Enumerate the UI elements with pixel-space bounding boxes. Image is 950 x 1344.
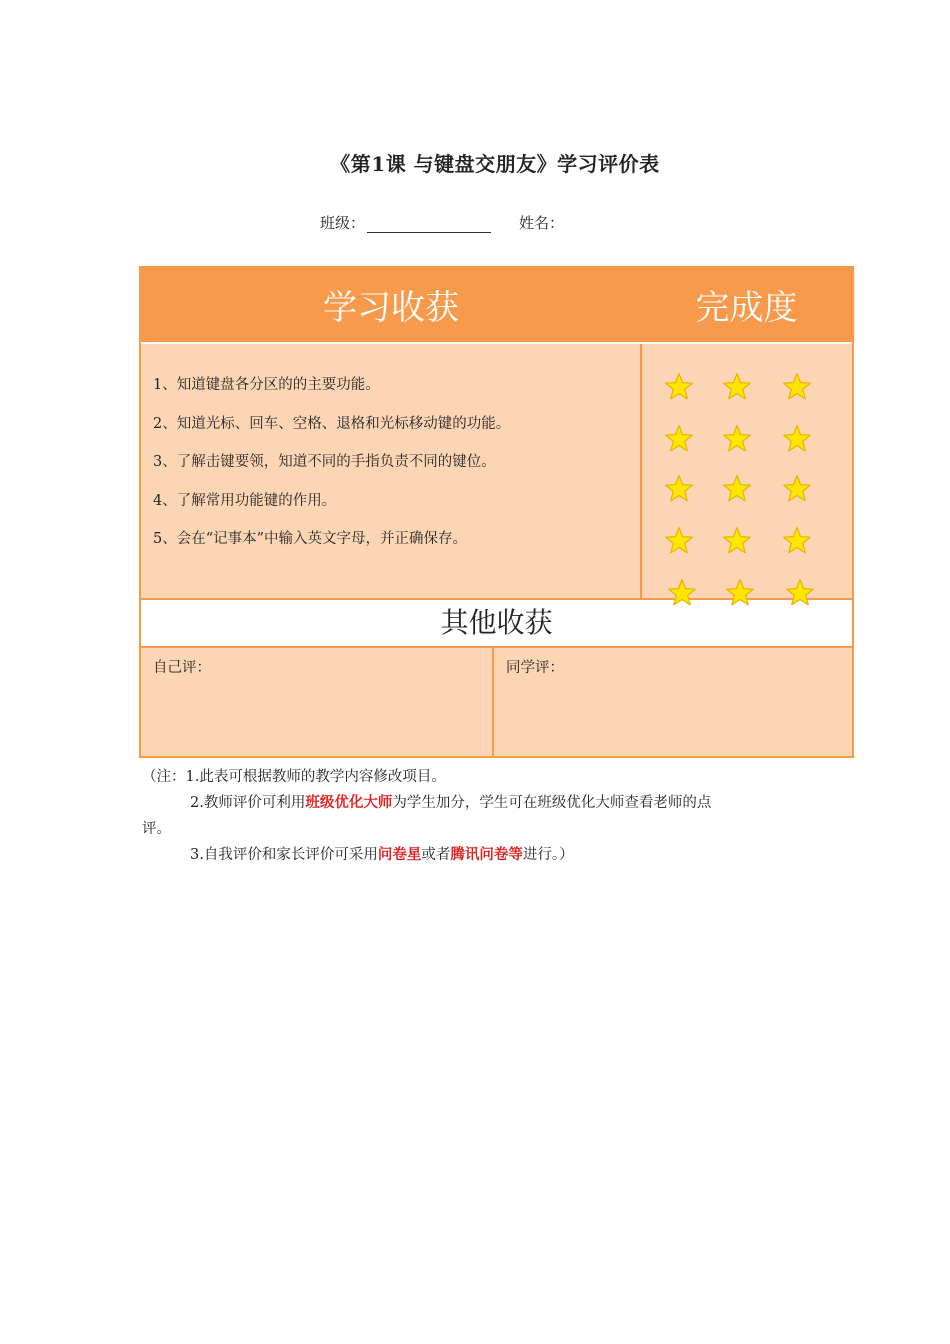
star-icon[interactable] [664,474,694,504]
star-icon[interactable] [722,474,752,504]
peer-evaluation[interactable] [494,648,852,756]
peer-evaluation-label: 同学评： [506,660,564,676]
header-learning-gains: 学习收获 [323,288,459,328]
name-label: 姓名： [519,214,565,232]
note-line-2-cont: 评。 [142,821,171,837]
completion-stars [642,344,852,598]
star-icon[interactable] [722,424,752,454]
note-text: 或者 [421,847,451,863]
star-icon[interactable] [782,474,812,504]
learning-items [141,344,642,598]
notes [142,764,822,868]
star-icon[interactable] [722,526,752,556]
note-highlight: 问卷星 [377,846,422,863]
note-text: 进行。） [522,847,574,863]
learning-item: 5、会在“记事本”中输入英文字母，并正确保存。 [153,531,468,547]
star-icon[interactable] [664,424,694,454]
note-line-2 [142,790,822,816]
evaluation-table [139,266,854,758]
star-icon[interactable] [782,424,812,454]
note-text: 为学生加分，学生可在班级优化大师查看老师的点 [392,795,712,811]
star-icon[interactable] [664,372,694,402]
star-icon[interactable] [782,526,812,556]
note-line-3 [142,842,822,868]
student-info [320,212,564,233]
star-icon[interactable] [725,578,755,608]
note-text: 3.自我评价和家长评价可采用 [190,847,378,863]
star-icon[interactable] [664,526,694,556]
star-icon[interactable] [722,372,752,402]
note-text: 2.教师评价可利用 [190,795,306,811]
class-blank-field[interactable] [367,216,491,233]
note-line-1: （注：1.此表可根据教师的教学内容修改项目。 [142,769,446,785]
note-highlight: 班级优化大师 [305,794,393,811]
note-highlight: 腾讯问卷等 [450,846,523,863]
star-icon[interactable] [667,578,697,608]
learning-item: 2、知道光标、回车、空格、退格和光标移动键的功能。 [153,415,511,432]
star-icon[interactable] [782,372,812,402]
header-completion: 完成度 [695,288,798,328]
learning-item: 4、了解常用功能键的作用。 [153,492,337,509]
table-header [141,268,852,344]
self-evaluation[interactable] [141,648,494,756]
other-gains-title: 其他收获 [141,598,852,648]
self-evaluation-label: 自己评： [153,660,211,676]
star-icon[interactable] [785,578,815,608]
class-label: 班级： [320,214,366,232]
learning-item: 3、了解击键要领，知道不同的手指负责不同的键位。 [153,454,496,470]
page-title: 《第1课 与键盘交朋友》学习评价表 [330,152,660,176]
learning-item: 1、知道键盘各分区的的主要功能。 [153,377,380,393]
